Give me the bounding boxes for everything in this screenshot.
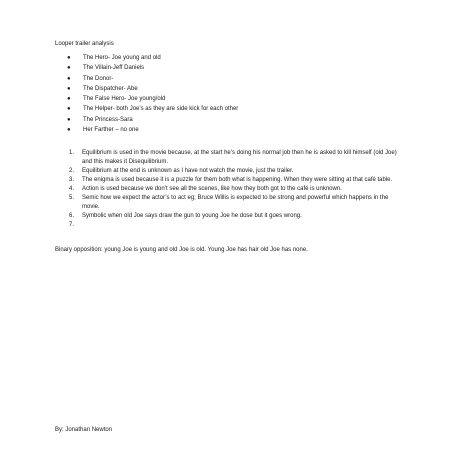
list-item [67, 115, 238, 125]
list-item [69, 185, 399, 194]
list-item-text: Symbolic when old Joe says draw the gun to young Joe he dose but it goes wrong. [82, 213, 302, 219]
list-item [69, 221, 399, 230]
list-item [67, 94, 238, 104]
character-list [67, 53, 238, 135]
list-item-text: Equilibrium at the end is unknown as I have not watch the movie, just the trailer. [82, 168, 294, 174]
list-item-text: The Princess-Sara [83, 116, 133, 123]
list-number: 4. [69, 186, 75, 192]
document-title: Looper trailer analysis [55, 41, 114, 47]
list-item [67, 63, 238, 73]
list-number: 5. [69, 195, 75, 201]
list-item-text: Equilibrium is used in the movie because, at the start he’s doing his normal job then he is asked to kill himself (old Joe) and this makes it Disequilibrium. [82, 150, 397, 165]
list-item-text: The Donor- [83, 75, 114, 82]
list-item [67, 125, 238, 135]
list-item-text: The Villain-Jeff Daniels [83, 65, 145, 72]
list-item [67, 53, 238, 63]
bullet-icon: ● [67, 55, 71, 61]
list-item-text: Action is used because we don’t see all the scenes, like how they both got to the café is unknown. [82, 186, 342, 192]
list-item-text: The Dispatcher- Abe [83, 85, 138, 92]
bullet-icon: ● [67, 96, 71, 103]
list-item [67, 74, 238, 84]
bullet-icon: ● [67, 65, 71, 72]
list-number: 3. [69, 177, 75, 183]
bullet-icon: ● [67, 75, 71, 82]
analysis-list [69, 149, 399, 230]
bullet-icon: ● [67, 127, 71, 134]
list-number: 2. [69, 168, 75, 174]
author-line: By: Jonathan Newton [55, 427, 113, 433]
list-item-text: The Helper- both Joe’s as they are side kick for each other [83, 106, 239, 113]
list-item [69, 194, 399, 212]
list-number: 1. [69, 150, 75, 156]
list-item [69, 149, 399, 167]
list-item-text: Her Farther – no one [83, 127, 139, 134]
bullet-icon: ● [67, 116, 71, 123]
list-item-text: The False Hero- Joe young/old [83, 96, 166, 103]
bullet-icon: ● [67, 85, 71, 92]
list-item-text: The Hero- Joe young and old [83, 55, 161, 61]
binary-opposition-paragraph: Binary opposition: young Joe is young and old Joe is old. Young Joe has hair old Joe has none. [55, 247, 308, 253]
list-item [69, 167, 399, 176]
list-item-text: Semic how we expect the actor’s to act eg; Bruce Willis is expected to be strong and powerful which happens in the movie. [82, 195, 389, 210]
list-item [69, 212, 399, 221]
list-item-text: The enigma is used because it is a puzzle for them both what is happening. When they were sitting at that café table. [82, 177, 393, 183]
list-number: 6. [69, 213, 75, 219]
bullet-icon: ● [67, 106, 71, 113]
list-item [67, 104, 238, 114]
list-item [69, 176, 399, 185]
list-number: 7. [69, 222, 75, 228]
list-item [67, 84, 238, 94]
